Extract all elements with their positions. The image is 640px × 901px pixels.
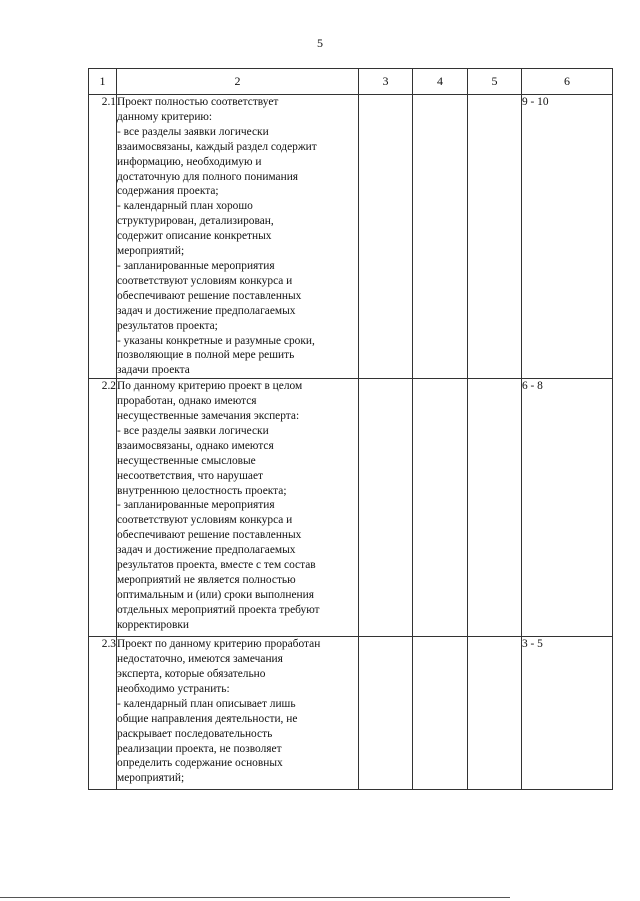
header-col-6: 6 [522,69,613,95]
row-cell-col3 [359,637,413,790]
row-cell-col5 [468,637,522,790]
row-number: 2.1 [89,95,117,379]
header-col-3: 3 [359,69,413,95]
row-cell-col3 [359,95,413,379]
criteria-table [88,68,613,790]
row-cell-col3 [359,379,413,637]
header-col-5: 5 [468,69,522,95]
page-bottom-divider [0,897,510,898]
row-number: 2.3 [89,637,117,790]
header-col-4: 4 [413,69,468,95]
row-cell-col5 [468,95,522,379]
row-cell-col4 [413,637,468,790]
row-score: 9 - 10 [522,95,613,379]
table-row [89,637,613,790]
row-description: Проект по данному критерию проработан недостаточно, имеются замечания эксперта, которые обязательно необходимо устранить: - календарный план описывает лишь общие направления деятельности, не раскрывает последовательность реализации проекта, не позволяет определить содержание основных мероприятий; [117,637,359,790]
row-number: 2.2 [89,379,117,637]
table-row [89,379,613,637]
row-cell-col5 [468,379,522,637]
row-score: 6 - 8 [522,379,613,637]
table-header-row [89,69,613,95]
row-cell-col4 [413,95,468,379]
row-score: 3 - 5 [522,637,613,790]
header-col-2: 2 [117,69,359,95]
row-description: По данному критерию проект в целом проработан, однако имеются несущественные замечания эксперта: - все разделы заявки логически взаимосвязаны, однако имеются несущественные смысловые несоответствия, что нарушает внутреннюю целостность проекта; - запланированные мероприятия соответствуют условиям конкурса и обеспечивают решение поставленных задач и достижение предполагаемых результатов проекта, вместе с тем состав мероприятий не является полностью оптимальным и (или) сроки выполнения отдельных мероприятий проекта требуют корректировки [117,379,359,637]
table-row [89,95,613,379]
row-description: Проект полностью соответствует данному критерию: - все разделы заявки логически взаимосвязаны, каждый раздел содержит информацию, необходимую и достаточную для полного понимания содержания проекта; - календарный план хорошо структурирован, детализирован, содержит описание конкретных мероприятий; - запланированные мероприятия соответствуют условиям конкурса и обеспечивают решение поставленных задач и достижение предполагаемых результатов проекта; - указаны конкретные и разумные сроки, позволяющие в полной мере решить задачи проекта [117,95,359,379]
header-col-1: 1 [89,69,117,95]
page-number: 5 [317,36,323,50]
row-cell-col4 [413,379,468,637]
